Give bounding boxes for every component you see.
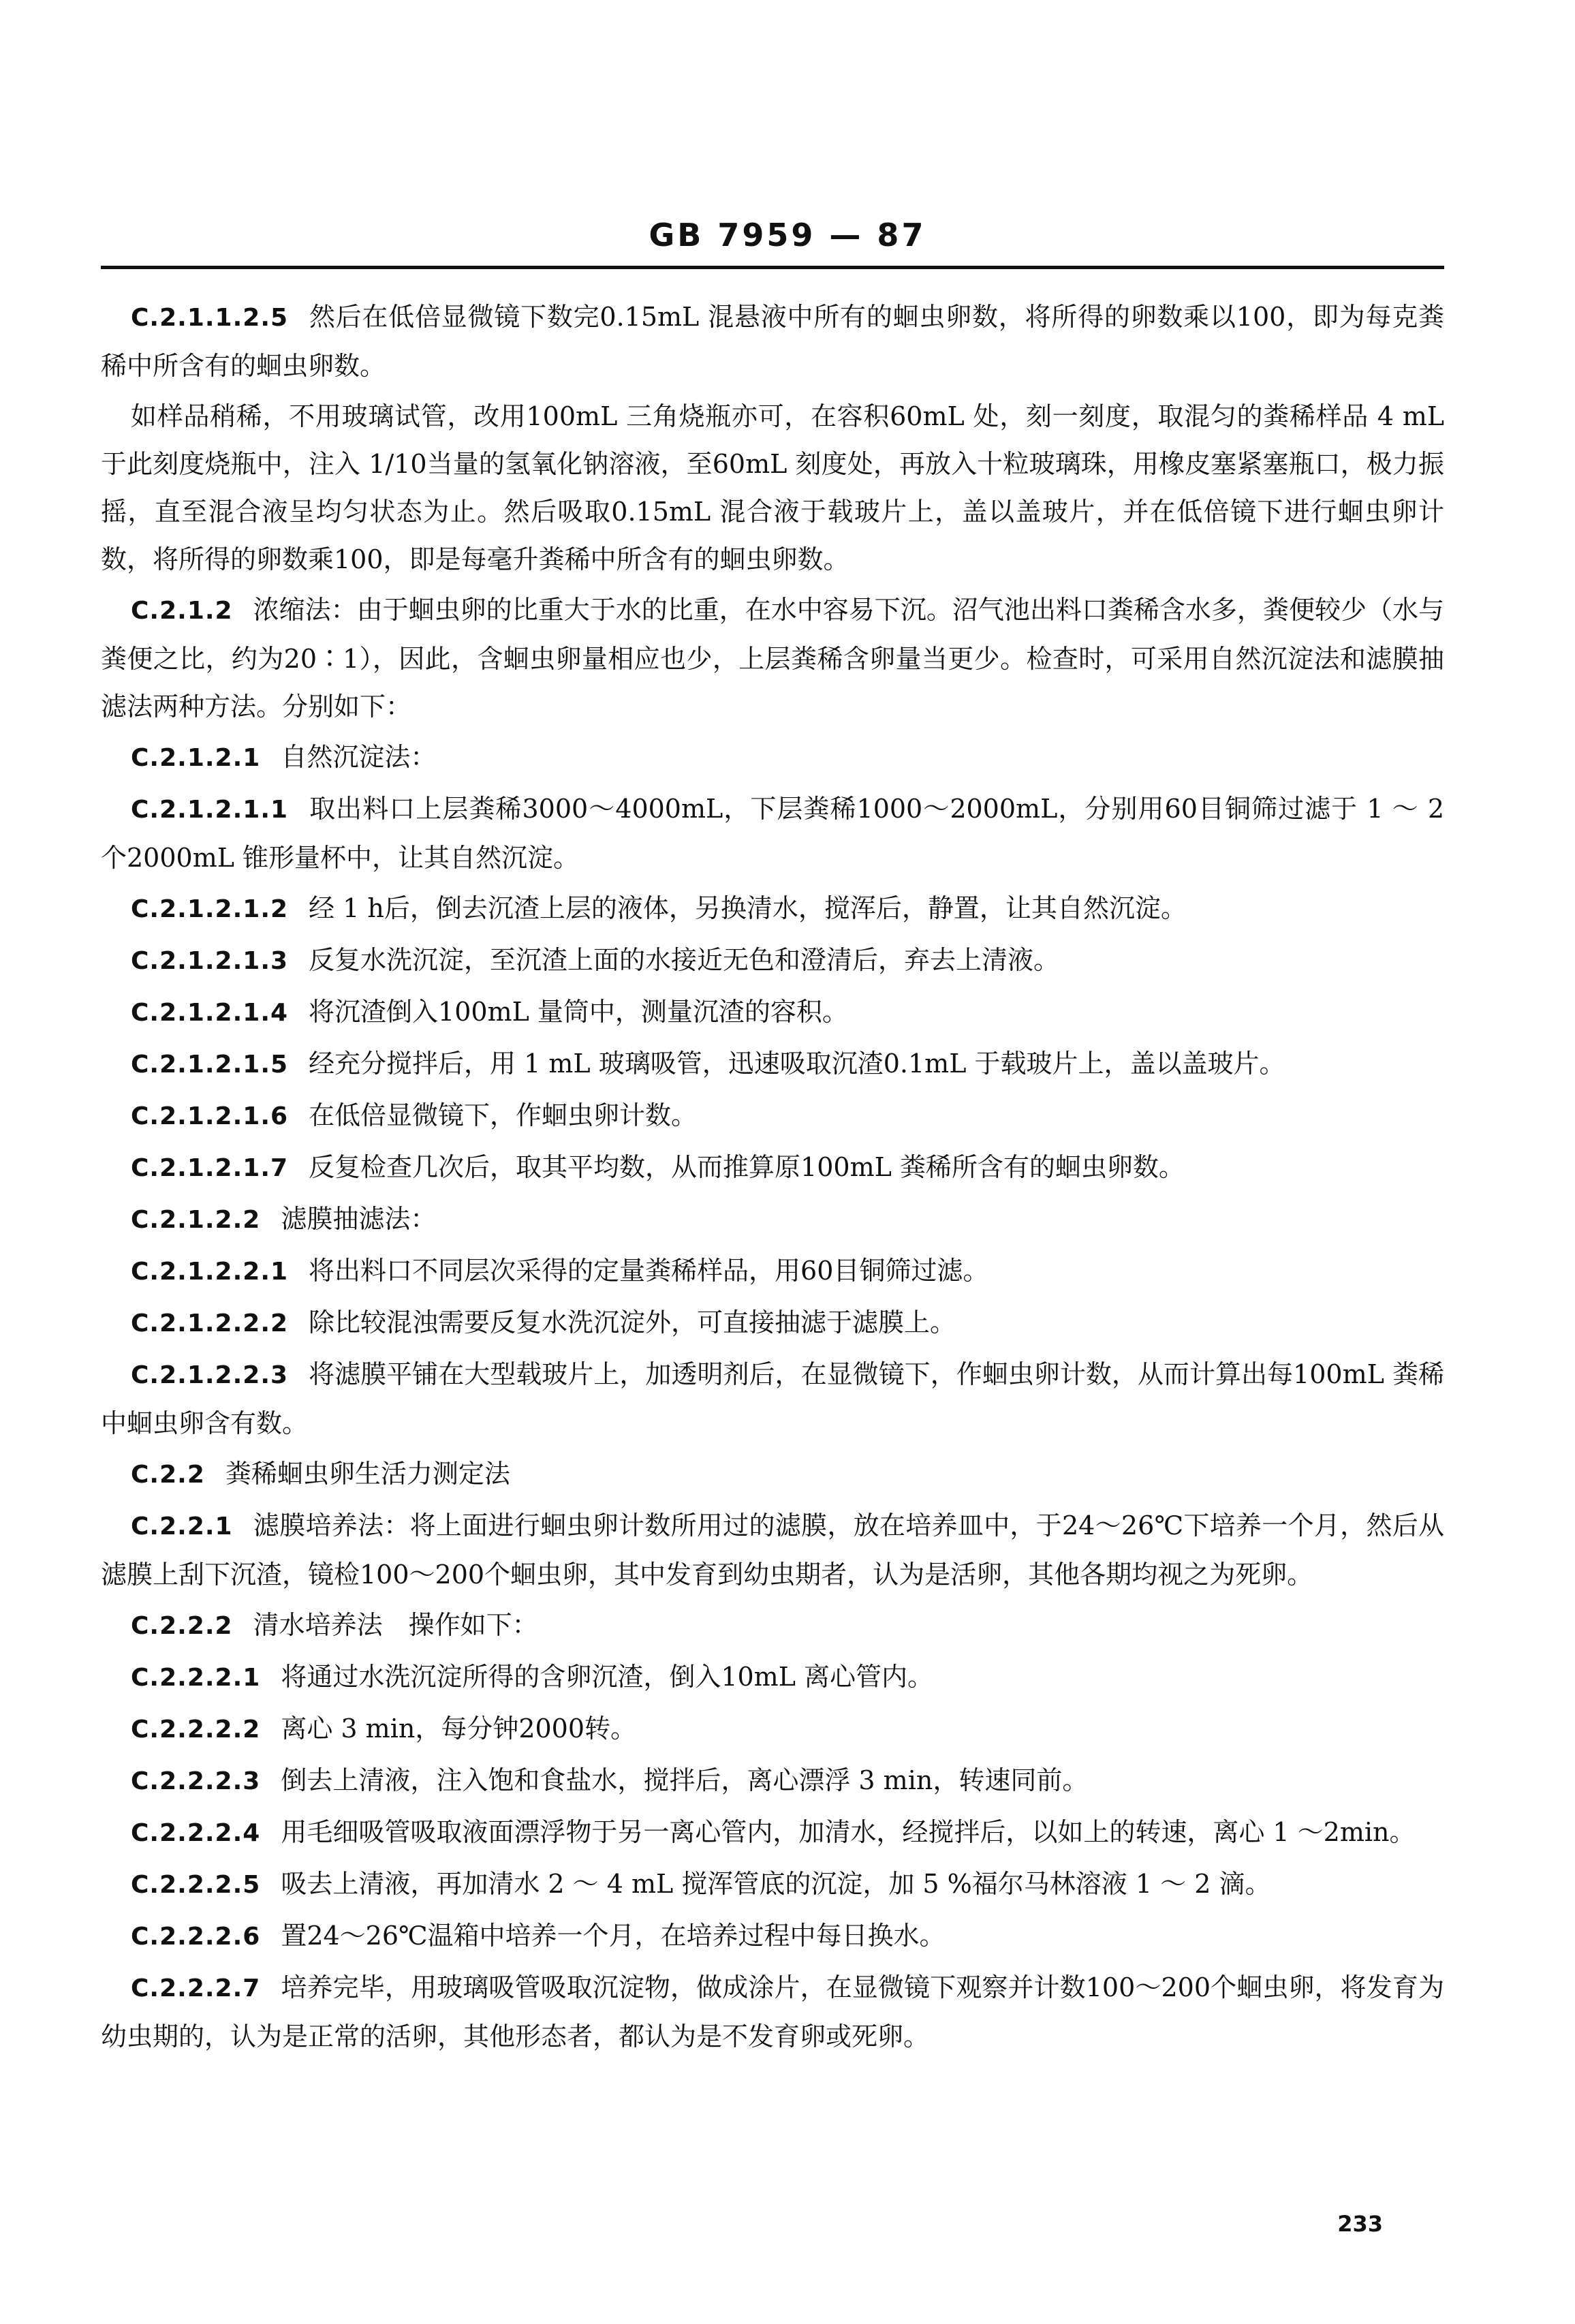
paragraph-text: 取出料口上层粪稀3000～4000mL，下层粪稀1000～2000mL，分别用60目铜筛过滤于 1 ～ 2 个2000mL 锥形量杯中，让其自然沉淀。 [101,794,1444,873]
clause-number: C.2.1.2.1.3 [131,947,289,975]
paragraph [101,1247,1444,1296]
paragraph-text: 然后在低倍显微镜下数完0.15mL 混悬液中所有的蛔虫卵数，将所得的卵数乘以100，即为每克粪稀中所含有的蛔虫卵数。 [101,302,1444,381]
paragraph-text: 粪稀蛔虫卵生活力测定法 [225,1459,510,1489]
paragraph [101,1299,1444,1348]
clause-number: C.2.2.2.4 [131,1819,261,1847]
paragraph-text: 将出料口不同层次采得的定量粪稀样品，用60目铜筛过滤。 [309,1256,989,1286]
clause-number: C.2.2.2.5 [131,1871,261,1899]
paragraph-text: 经充分搅拌后，用 1 mL 玻璃吸管，迅速吸取沉渣0.1mL 于载玻片上，盖以盖玻片。 [309,1049,1285,1079]
paragraph [101,733,1444,782]
clause-number: C.2.1.2.1.5 [131,1051,289,1079]
clause-number: C.2.1.2 [131,597,233,625]
clause-number: C.2.1.2.2.1 [131,1258,289,1286]
paragraph [101,1195,1444,1244]
paragraph-text: 经 1 h后，倒去沉渣上层的液体，另换清水，搅浑后，静置，让其自然沉淀。 [309,893,1187,923]
paragraph-text: 将沉渣倒入100mL 量筒中，测量沉渣的容积。 [309,997,848,1027]
paragraph-text: 在低倍显微镜下，作蛔虫卵计数。 [309,1100,698,1130]
paragraph [101,1143,1444,1192]
paragraph [101,988,1444,1037]
paragraph [101,586,1444,730]
paragraph [101,1860,1444,1909]
clause-number: C.2.2.1 [131,1513,233,1540]
paragraph-text: 滤膜抽滤法： [281,1204,437,1234]
paragraph [101,936,1444,985]
paragraph-text: 反复检查几次后，取其平均数，从而推算原100mL 粪稀所含有的蛔虫卵数。 [309,1152,1185,1182]
document-body [101,293,1444,2063]
clause-number: C.2.2.2.3 [131,1767,261,1795]
paragraph [101,1756,1444,1806]
header-rule [101,266,1444,269]
clause-number: C.2.1.1.2.5 [131,304,289,332]
paragraph [101,1502,1444,1598]
clause-number: C.2.1.2.1.7 [131,1154,289,1182]
paragraph-text: 置24～26℃温箱中培养一个月，在培养过程中每日换水。 [281,1921,946,1951]
clause-number: C.2.2.2.2 [131,1716,261,1744]
clause-number: C.2.1.2.2.3 [131,1361,289,1389]
paragraph [101,1705,1444,1754]
paragraph-text: 自然沉淀法： [281,742,437,772]
paragraph-text: 吸去上清液，再加清水 2 ～ 4 mL 搅浑管底的沉淀，加 5 %福尔马林溶液 1 ～ 2 滴。 [281,1869,1271,1899]
paragraph-text: 浓缩法：由于蛔虫卵的比重大于水的比重，在水中容易下沉。沼气池出料口粪稀含水多，粪便较少（水与粪便之比，约为20∶1），因此，含蛔虫卵量相应也少，上层粪稀含卵量当更少。检查时，可采用自然沉淀法和滤膜抽滤法两种方法。分别如下： [101,595,1444,722]
paragraph-text: 如样品稍稀，不用玻璃试管，改用100mL 三角烧瓶亦可，在容积60mL 处，刻一刻度，取混匀的粪稀样品 4 mL 于此刻度烧瓶中，注入 1/10当量的氢氧化钠溶液，至60mL 刻度处，再放入十粒玻璃珠，用橡皮塞紧塞瓶口，极力振摇，直至混合液呈均匀状态为止。然后吸取0.15mL 混合液于载玻片上，盖以盖玻片，并在低倍镜下进行蛔虫卵计数，将所得的卵数乘100，即是每毫升粪稀中所含有的蛔虫卵数。 [101,401,1444,574]
paragraph [101,884,1444,933]
clause-number: C.2.1.2.1.1 [131,796,289,824]
clause-number: C.2.1.2.1.4 [131,999,289,1027]
paragraph-text: 倒去上清液，注入饱和食盐水，搅拌后，离心漂浮 3 min，转速同前。 [281,1765,1089,1795]
clause-number: C.2.2.2 [131,1612,233,1640]
clause-number: C.2.1.2.1.2 [131,895,289,923]
paragraph-text: 培养完毕，用玻璃吸管吸取沉淀物，做成涂片，在显微镜下观察并计数100～200个蛔虫卵，将发育为幼虫期的，认为是正常的活卵，其他形态者，都认为是不发育卵或死卵。 [101,1972,1444,2051]
paragraph-text: 将通过水洗沉淀所得的含卵沉渣，倒入10mL 离心管内。 [281,1662,934,1692]
clause-number: C.2.2 [131,1461,205,1489]
paragraph [101,1653,1444,1702]
clause-number: C.2.2.2.6 [131,1923,261,1951]
clause-number: C.2.1.2.1.6 [131,1102,289,1130]
paragraph-text: 将滤膜平铺在大型载玻片上，加透明剂后，在显微镜下，作蛔虫卵计数，从而计算出每100mL 粪稀中蛔虫卵含有数。 [101,1359,1444,1438]
page-header: GB 7959 — 87 [649,217,926,253]
paragraph [101,1350,1444,1447]
paragraph [101,1912,1444,1961]
paragraph [101,1450,1444,1499]
paragraph [101,1964,1444,2060]
paragraph-text: 清水培养法 操作如下： [253,1610,538,1640]
clause-number: C.2.1.2.2 [131,1206,261,1234]
paragraph-text: 除比较混浊需要反复水洗沉淀外，可直接抽滤于滤膜上。 [309,1307,956,1337]
paragraph-text: 反复水洗沉淀，至沉渣上面的水接近无色和澄清后，弃去上清液。 [309,945,1060,975]
paragraph [101,1808,1444,1857]
clause-number: C.2.1.2.2.2 [131,1310,289,1337]
paragraph [101,1040,1444,1089]
clause-number: C.2.2.2.1 [131,1664,261,1692]
paragraph [101,392,1444,583]
paragraph [101,1091,1444,1141]
paragraph [101,293,1444,390]
paragraph [101,785,1444,882]
paragraph-text: 用毛细吸管吸取液面漂浮物于另一离心管内，加清水，经搅拌后，以如上的转速，离心 1 ～2min。 [281,1817,1416,1847]
page-number: 233 [1337,2211,1383,2237]
paragraph-text: 滤膜培养法：将上面进行蛔虫卵计数所用过的滤膜，放在培养皿中，于24～26℃下培养一个月，然后从滤膜上刮下沉渣，镜检100～200个蛔虫卵，其中发育到幼虫期者，认为是活卵，其他各期均视之为死卵。 [101,1510,1444,1590]
clause-number: C.2.1.2.1 [131,744,261,772]
paragraph-text: 离心 3 min，每分钟2000转。 [281,1714,637,1744]
clause-number: C.2.2.2.7 [131,1974,261,2002]
paragraph [101,1601,1444,1650]
